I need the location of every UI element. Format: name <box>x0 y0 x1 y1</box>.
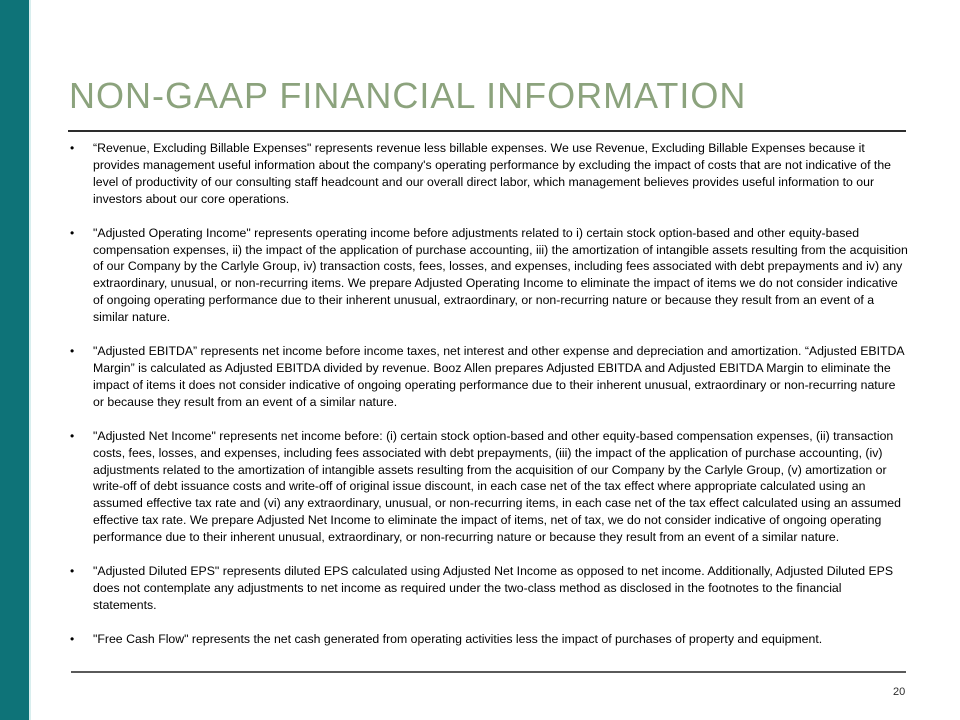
bullet-text-adjusted-ebitda: "Adjusted EBITDA” represents net income before income taxes, net interest and other expense and depreciation and amortization. “Adjusted EBITDA Margin” is calculated as Adjusted EBITDA divided by revenue. Booz Allen prepares Adjusted EBITDA and Adjusted EBITDA Margin to eliminate the impact of items it does not consider indicative of ongoing operating performance due to their inherent unusual, extraordinary or non-recurring nature or because they result from an event of a similar nature. <box>93 344 904 409</box>
bullet-icon: • <box>70 344 75 359</box>
list-item <box>70 225 908 326</box>
bullet-text-adjusted-operating-income: "Adjusted Operating Income" represents operating income before adjustments related to i) certain stock option-based and other equity-based compensation expenses, ii) the impact of the application of purchase accounting, iii) the amortization of intangible assets resulting from the acquisition of our Company by the Carlyle Group, iv) transaction costs, fees, losses, and expenses, including fees associated with debt prepayments and iv) any extraordinary, unusual, or non-recurring items. We prepare Adjusted Operating Income to eliminate the impact of items we do not consider indicative of ongoing operating performance due to their inherent unusual, extraordinary, or non-recurring nature or because they result from an event of a similar nature. <box>93 225 908 325</box>
list-item <box>70 563 908 614</box>
bullet-icon: • <box>70 141 75 155</box>
list-item <box>70 428 908 546</box>
page-number: 20 <box>893 686 906 698</box>
bullet-text-free-cash-flow: "Free Cash Flow" represents the net cash generated from operating activities less the impact of purchases of property and equipment. <box>93 631 823 646</box>
bullet-icon: • <box>70 225 75 240</box>
list-item <box>70 631 908 648</box>
title-divider <box>68 130 906 132</box>
bullet-icon: • <box>70 631 75 646</box>
slide-body <box>70 140 908 648</box>
bullet-icon: • <box>70 428 75 443</box>
list-item <box>70 343 908 411</box>
page-title: NON-GAAP FINANCIAL INFORMATION <box>69 75 747 116</box>
bullet-icon: • <box>70 564 75 579</box>
list-item <box>70 140 908 208</box>
bullet-text-adjusted-diluted-eps: "Adjusted Diluted EPS" represents diluted EPS calculated using Adjusted Net Income as opposed to net income. Additionally, Adjusted Diluted EPS does not contemplate any adjustments to net income as required under the two-class method as disclosed in the footnotes to the financial statements. <box>93 564 894 612</box>
bullet-text-adjusted-net-income: "Adjusted Net Income" represents net income before: (i) certain stock option-based and other equity-based compensation expenses, (ii) transaction costs, fees, losses, and expenses, including fees associated with debt prepayments, (iii) the impact of the application of purchase accounting, (iv) adjustments related to the amortization of intangible assets resulting from the acquisition of our Company by the Carlyle Group, (v) amortization or write-off of debt issuance costs and write-off of original issue discount, in each case net of the tax effect where appropriate calculated using an assumed effective tax rate and (vi) any extraordinary, unusual, or non-recurring items, in each case net of the tax effect calculated using an assumed effective tax rate. We prepare Adjusted Net Income to eliminate the impact of items, net of tax, we do not consider indicative of ongoing operating performance due to their inherent unusual, extraordinary, or non-recurring nature or because they result from an event of a similar nature. <box>93 428 901 545</box>
bullet-list <box>70 140 908 648</box>
footer-divider <box>71 671 906 673</box>
left-accent-bar <box>0 0 31 720</box>
bullet-text-revenue-excluding-billable-expenses: “Revenue, Excluding Billable Expenses" represents revenue less billable expenses. We use Revenue, Excluding Billable Expenses because it provides management useful information about the company's operating performance by excluding the impact of costs that are not indicative of the level of productivity of our consulting staff headcount and our overall direct labor, which management believes provides useful information to our investors about our core operations. <box>93 141 892 206</box>
